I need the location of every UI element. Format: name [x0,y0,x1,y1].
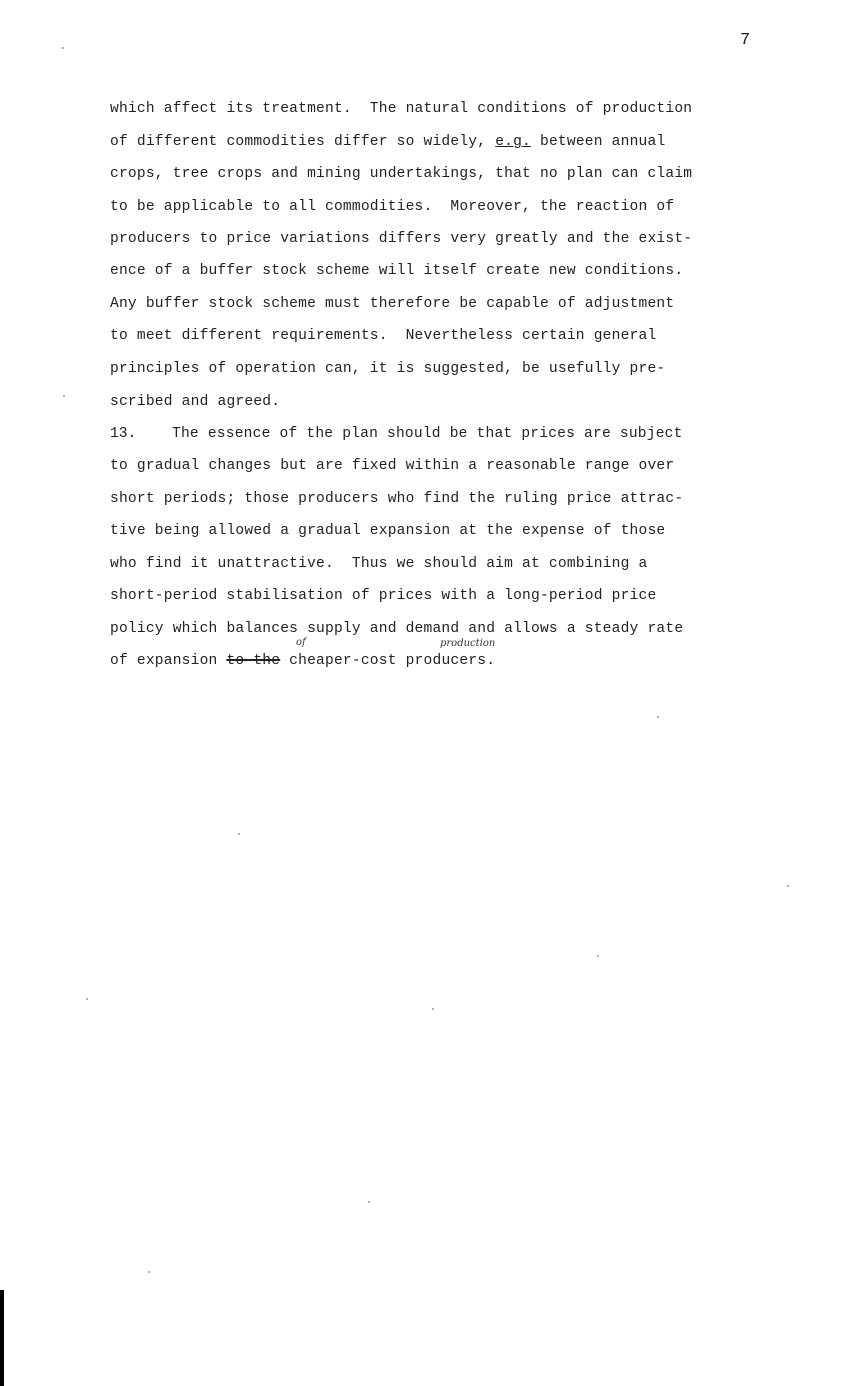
scan-speck [657,716,659,718]
text-segment: cheaper-cost [280,653,406,669]
scan-speck [63,395,65,397]
handwritten-insertion: of [296,637,306,648]
text-line: to meet different requirements. Nevertheless certain general [110,328,657,344]
handwritten-insertion: production [440,638,496,649]
text-line: which affect its treatment. The natural conditions of production [110,101,693,117]
text-line [110,651,495,671]
text-line [110,132,665,152]
text-line: to be applicable to all commodities. Moreover, the reaction of [110,199,675,215]
scan-speck [597,955,599,957]
text-segment: of expansion [110,653,227,669]
scan-speck [432,1008,434,1010]
text-line: to gradual changes but are fixed within a reasonable range over [110,458,675,474]
text-line: crops, tree crops and mining undertakings, that no plan can claim [110,166,693,182]
text-line: principles of operation can, it is suggested, be usefully pre- [110,361,666,377]
text-line: short periods; those producers who find the ruling price attrac- [110,491,684,507]
text-line: ence of a buffer stock scheme will itself create new conditions. [110,263,684,279]
text-line: scribed and agreed. [110,394,281,410]
scan-speck [787,885,789,887]
text-segment: of different commodities differ so widely, [110,134,496,150]
scan-speck [238,833,240,835]
text-line: producers to price variations differs very greatly and the exist- [110,231,693,247]
page-number: 7 [740,31,751,50]
text-line: The essence of the plan should be that prices are subject [172,426,683,442]
scan-speck [62,47,64,49]
scan-speck [148,1271,150,1273]
text-segment: producers. [405,653,496,669]
text-segment: between annual [531,134,666,150]
text-line: Any buffer stock scheme must therefore be capable of adjustment [110,296,675,312]
scan-speck [86,998,88,1000]
text-line: policy which balances supply and demand and allows a steady rate [110,621,684,637]
struck-out-text: to the [226,653,281,669]
scan-speck [368,1201,370,1203]
scan-margin-bar [0,1290,4,1386]
paragraph-number: 13. [110,426,137,442]
text-line: short-period stabilisation of prices with a long-period price [110,588,657,604]
text-line: tive being allowed a gradual expansion at the expense of those [110,523,666,539]
text-line: who find it unattractive. Thus we should aim at combining a [110,556,648,572]
underlined-abbreviation: e.g. [495,134,532,150]
